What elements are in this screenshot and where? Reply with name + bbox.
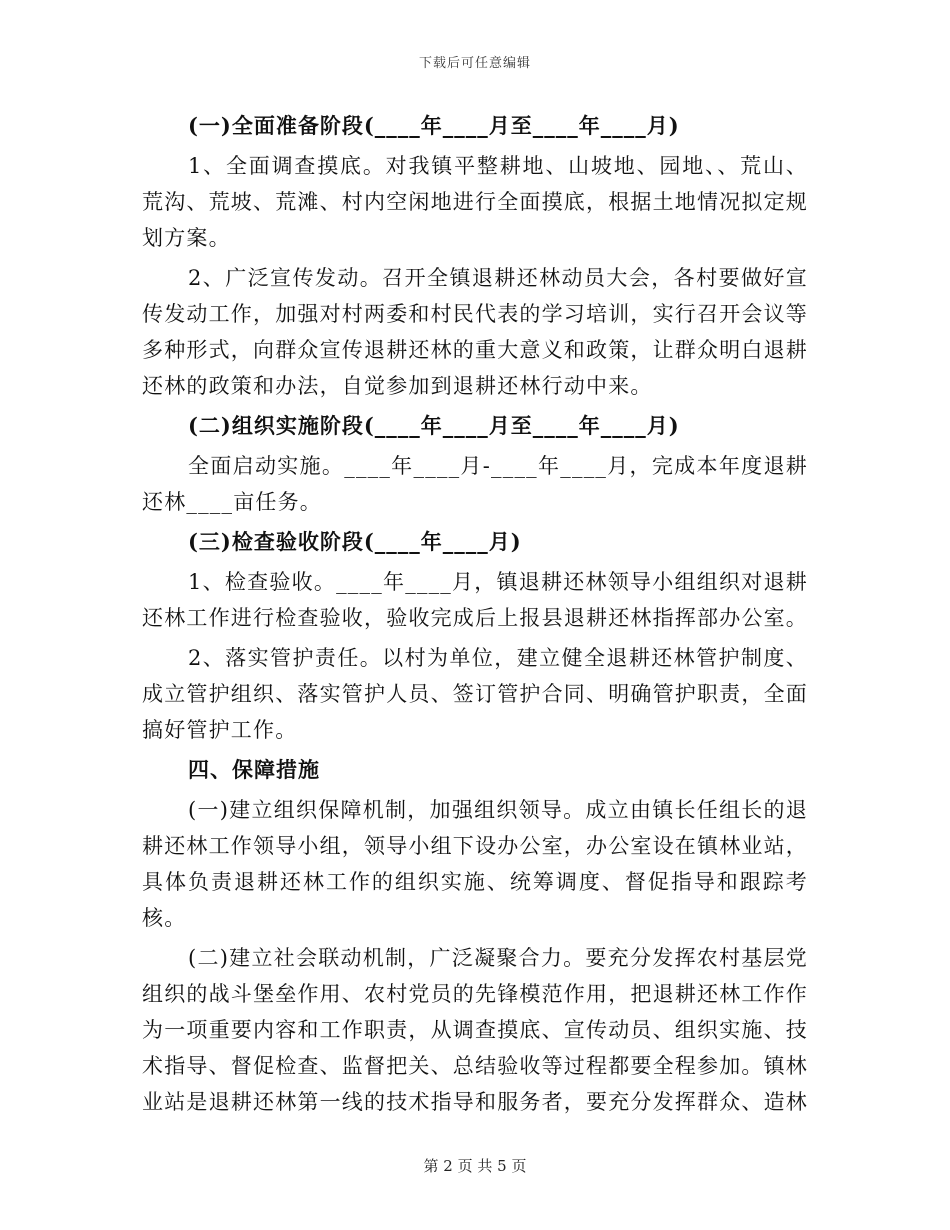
paragraph-survey: 1、全面调查摸底。对我镇平整耕地、山坡地、园地、、荒山、荒沟、荒坡、荒滩、村内空闲地进行全面摸底，根据土地情况拟定规划方案。 (142, 154, 808, 250)
paragraph-social-linkage: (二)建立社会联动机制，广泛凝聚合力。要充分发挥农村基层党组织的战斗堡垒作用、农村党员的先锋模范作用，把退耕还林工作作为一项重要内容和工作职责，从调查摸底、宣传动员、组织实施、技术指导、督促检查、监督把关、总结验收等过程都要全程参加。镇林业站是退耕还林第一线的技术指导和服务者，要充分发挥群众、造林 (142, 946, 808, 1114)
section-heading-safeguards: 四、保障措施 (188, 757, 320, 782)
paragraph-organization: (一)建立组织保障机制，加强组织领导。成立由镇长任组长的退耕还林工作领导小组，领导小组下设办公室，办公室设在镇林业站，具体负责退耕还林工作的组织实施、统筹调度、督促指导和跟踪考核。 (142, 798, 808, 930)
document-body (142, 108, 808, 1120)
section-heading-inspection: (三)检查验收阶段(____年____月) (188, 529, 522, 554)
section-heading-prep: (一)全面准备阶段(____年____月至____年____月) (188, 113, 680, 138)
paragraph-publicity: 2、广泛宣传发动。召开全镇退耕还林动员大会，各村要做好宣传发动工作，加强对村两委和村民代表的学习培训，实行召开会议等多种形式，向群众宣传退耕还林的重大意义和政策，让群众明白退耕还林的政策和办法，自觉参加到退耕还林行动中来。 (142, 266, 808, 398)
paragraph-management: 2、落实管护责任。以村为单位，建立健全退耕还林管护制度、成立管护组织、落实管护人员、签订管护合同、明确管护职责，全面搞好管护工作。 (142, 646, 808, 742)
paragraph-launch: 全面启动实施。____年____月-____年____月，完成本年度退耕还林____亩任务。 (142, 454, 808, 514)
paragraph-acceptance: 1、检查验收。____年____月，镇退耕还林领导小组组织对退耕还林工作进行检查验收，验收完成后上报县退耕还林指挥部办公室。 (142, 570, 808, 630)
section-heading-implement: (二)组织实施阶段(____年____月至____年____月) (188, 413, 680, 438)
page-header: 下载后可任意编辑 (418, 56, 531, 71)
page-footer: 第 2 页 共 5 页 (423, 1157, 527, 1175)
